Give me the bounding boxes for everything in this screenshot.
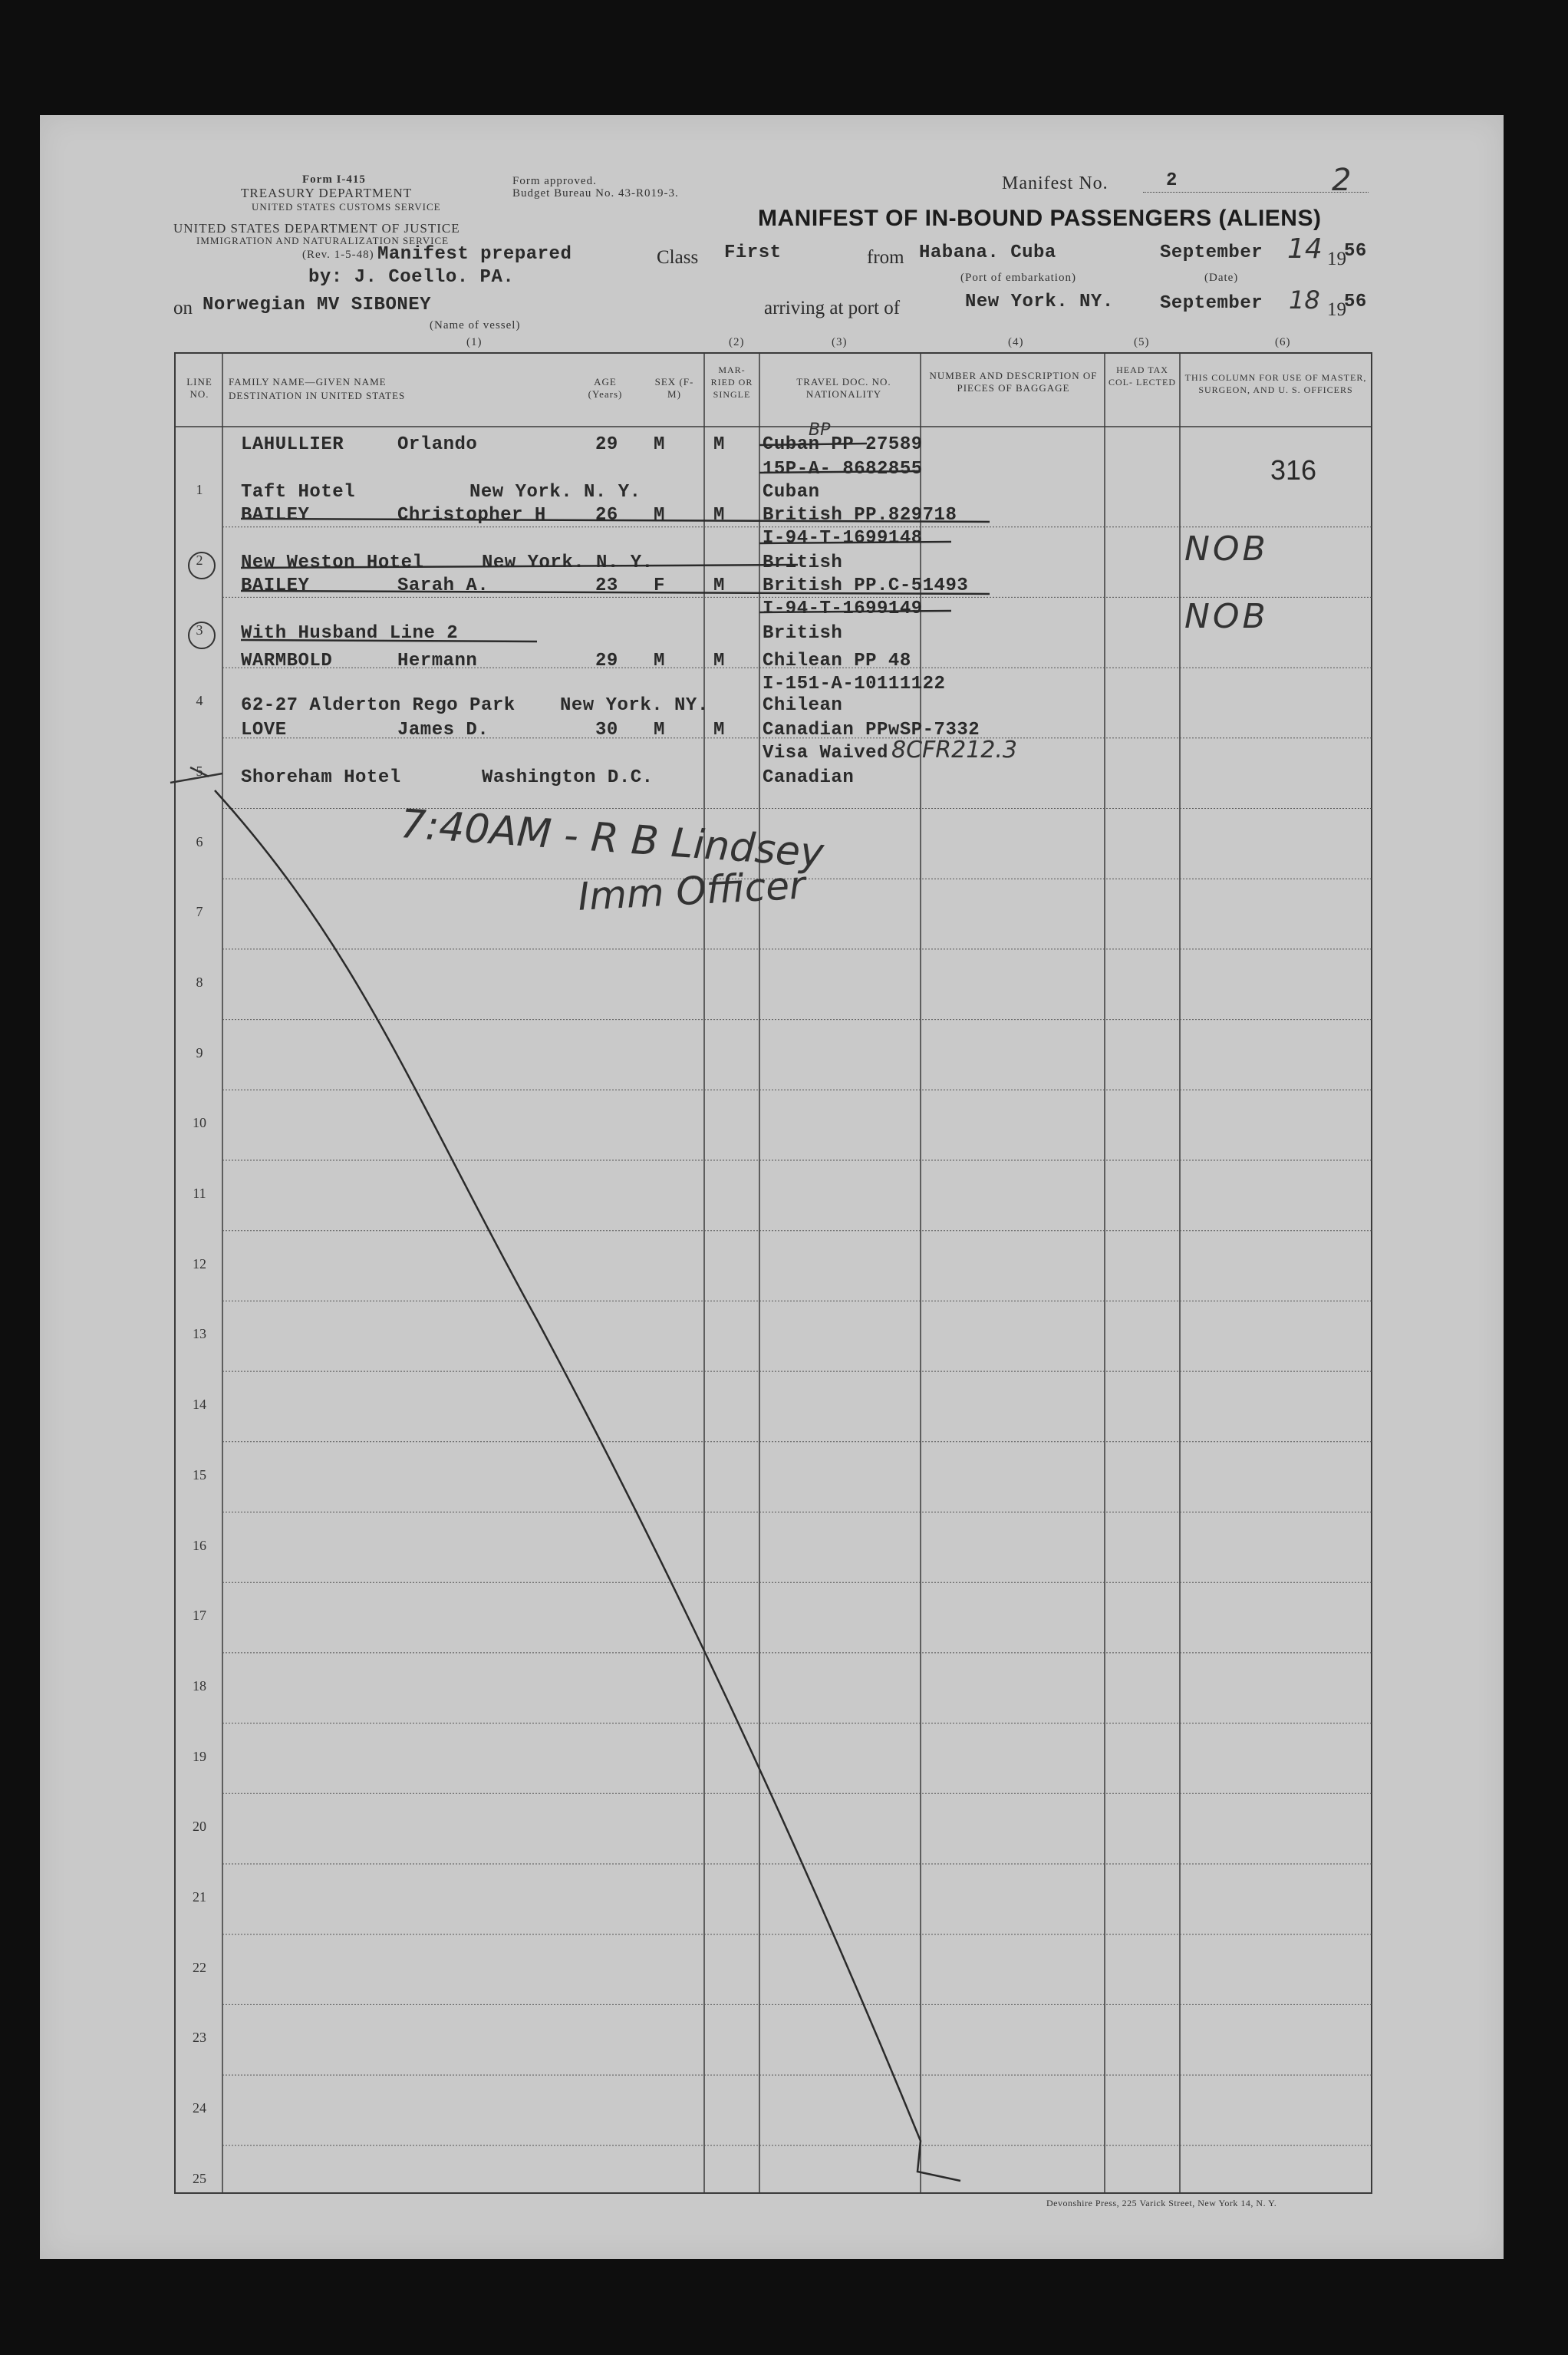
header-married: MAR- RIED OR SINGLE	[710, 364, 753, 400]
port-of-embarkation: Habana. Cuba	[919, 242, 1056, 263]
entry-4-name: WARMBOLD	[241, 651, 333, 671]
line-number: 14	[193, 1397, 206, 1413]
line-number: 20	[193, 1819, 206, 1835]
entry-2-doc1: British PP.829718	[763, 505, 957, 526]
entry-3-officer-note: NOB	[1184, 597, 1269, 636]
line-number: 15	[193, 1466, 206, 1483]
entry-5-doc2: Visa Waived	[763, 743, 888, 764]
arriving-label: arriving at port of	[764, 298, 901, 318]
departure-day-handwritten: 14	[1287, 233, 1323, 265]
line-number: 17	[193, 1608, 206, 1624]
colnum-6: (6)	[1275, 336, 1291, 348]
departure-month: September	[1160, 242, 1263, 263]
entry-5-doc2-handwritten: 8CFR212.3	[891, 737, 1018, 764]
immigration-service: IMMIGRATION AND NATURALIZATION SERVICE	[196, 235, 450, 246]
on-label: on	[173, 298, 193, 318]
form-number: Form I-415	[302, 173, 366, 186]
colnum-2: (2)	[729, 336, 745, 348]
inspection-note-time-signature: 7:40AM - R B Lindsey	[398, 801, 825, 877]
entry-2-officer-note: NOB	[1184, 529, 1269, 569]
entry-1-doc2: 15P-A- 8682855	[763, 459, 923, 480]
entry-2-destination: New Weston Hotel	[241, 552, 424, 573]
line-number: 19	[193, 1748, 206, 1764]
entry-2-dest-city: New York. N. Y.	[482, 552, 654, 573]
line-number: 13	[193, 1326, 206, 1342]
entry-2-marital: M	[713, 505, 725, 526]
entry-3-destination: With Husband Line 2	[241, 623, 459, 644]
manifest-no-typed: 2	[1166, 170, 1178, 191]
entry-1-given: Orlando	[397, 434, 478, 455]
header-head-tax: HEAD TAX COL- LECTED	[1108, 364, 1176, 388]
revision: (Rev. 1-5-48)	[302, 249, 374, 261]
manifest-title: MANIFEST OF IN-BOUND PASSENGERS (ALIENS)	[758, 206, 1322, 231]
entry-4-marital: M	[713, 651, 725, 671]
line-number: 25	[193, 2170, 206, 2186]
entry-2-age: 26	[595, 505, 618, 526]
line-number: 8	[196, 974, 203, 990]
entry-3-sex: F	[654, 576, 665, 596]
from-label: from	[867, 247, 904, 268]
arrival-month: September	[1160, 293, 1263, 314]
line-number: 22	[193, 1959, 206, 1975]
header-officers: THIS COLUMN FOR USE OF MASTER, SURGEON, AND U. S. OFFICERS	[1184, 372, 1367, 395]
entry-3-doc1: British PP.C-51493	[763, 576, 969, 596]
entry-2-sex: M	[654, 505, 665, 526]
arrival-year: 56	[1344, 292, 1367, 312]
date-caption: (Date)	[1204, 272, 1239, 284]
line-number: 7	[196, 904, 203, 920]
entry-2-doc2: I-94-T-1699148	[763, 528, 923, 549]
treasury-department: TREASURY DEPARTMENT	[241, 186, 413, 200]
printer-imprint: Devonshire Press, 225 Varick Street, New York 14, N. Y.	[1046, 2198, 1277, 2208]
colnum-1: (1)	[466, 336, 483, 348]
class-label: Class	[657, 247, 699, 268]
arrival-port: New York. NY.	[965, 292, 1114, 312]
entry-5-doc1: Canadian PPwSP-7332	[763, 720, 980, 740]
customs-service: UNITED STATES CUSTOMS SERVICE	[252, 201, 441, 213]
entry-2-nationality: British	[763, 552, 843, 573]
line-number: 6	[196, 833, 203, 849]
entry-4-sex: M	[654, 651, 665, 671]
line-number: 11	[193, 1186, 206, 1201]
entry-5-marital: M	[713, 720, 725, 740]
inspection-note-officer: Imm Officer	[577, 863, 806, 919]
entry-2-given: Christopher H	[397, 505, 546, 526]
form-approved: Form approved.	[512, 175, 597, 187]
entry-3-doc2: I-94-T-1699149	[763, 599, 923, 619]
entry-3-given: Sarah A.	[397, 576, 489, 596]
header-sex: SEX (F-M)	[654, 376, 694, 400]
justice-department: UNITED STATES DEPARTMENT OF JUSTICE	[173, 221, 460, 236]
budget-bureau: Budget Bureau No. 43-R019-3.	[512, 187, 679, 200]
entry-4-doc1: Chilean PP 48	[763, 651, 911, 671]
departure-year: 56	[1344, 241, 1367, 262]
entry-3-marital: M	[713, 576, 725, 596]
entry-4-age: 29	[595, 651, 618, 671]
manifest-no-label: Manifest No.	[1002, 173, 1108, 193]
line-number: 4	[196, 693, 203, 709]
entry-1-nationality: Cuban	[763, 482, 820, 503]
line-number: 18	[193, 1677, 206, 1694]
line-number: 9	[196, 1044, 203, 1060]
port-embarkation-caption: (Port of embarkation)	[960, 272, 1076, 284]
entry-5-sex: M	[654, 720, 665, 740]
line-number: 1	[196, 482, 203, 497]
entry-1-age: 29	[595, 434, 618, 455]
entry-5-dest-city: Washington D.C.	[482, 767, 654, 788]
prepared-by: by: J. Coello. PA.	[308, 267, 515, 288]
departure-year-19: 19	[1327, 249, 1346, 269]
header-name: FAMILY NAME—GIVEN NAME	[229, 376, 387, 388]
class-value: First	[724, 242, 782, 263]
manifest-prepared: Manifest prepared	[377, 244, 572, 265]
line-number: 23	[193, 2030, 206, 2046]
entry-1-dest-city: New York. N. Y.	[469, 482, 641, 503]
header-destination: DESTINATION IN UNITED STATES	[229, 390, 406, 401]
line-number: 5	[196, 763, 203, 779]
line-number: 2	[196, 552, 203, 568]
header-age: AGE (Years)	[588, 376, 623, 400]
entry-5-age: 30	[595, 720, 618, 740]
entry-1-destination: Taft Hotel	[241, 482, 356, 503]
line-number: 24	[193, 2100, 206, 2116]
entry-1-sex: M	[654, 434, 665, 455]
entry-5-destination: Shoreham Hotel	[241, 767, 401, 788]
manifest-no-handwritten: 2	[1332, 163, 1352, 198]
arrival-day-handwritten: 18	[1289, 285, 1320, 315]
colnum-3: (3)	[832, 336, 848, 348]
vessel-name: Norwegian MV SIBONEY	[203, 295, 432, 315]
entry-4-given: Hermann	[397, 651, 478, 671]
entry-1-officer-number: 316	[1270, 454, 1317, 486]
entry-4-destination: 62-27 Alderton Rego Park	[241, 695, 516, 716]
entry-2-name: BAILEY	[241, 505, 310, 526]
entry-1-name: LAHULLIER	[241, 434, 344, 455]
entry-1-doc1-handwritten: BP	[809, 421, 831, 440]
entry-4-nationality: Chilean	[763, 695, 843, 716]
line-number: 3	[196, 622, 203, 638]
line-number: 12	[193, 1255, 206, 1272]
header-travel-doc: TRAVEL DOC. NO. NATIONALITY	[796, 376, 891, 400]
colnum-4: (4)	[1008, 336, 1024, 348]
vessel-caption: (Name of vessel)	[430, 319, 521, 331]
entry-3-age: 23	[595, 576, 618, 596]
entry-4-dest-city: New York. NY.	[560, 695, 709, 716]
entry-3-name: BAILEY	[241, 576, 310, 596]
entry-4-doc2: I-151-A-10111122	[763, 674, 946, 694]
line-number: 10	[193, 1115, 206, 1131]
line-number: 21	[193, 1889, 206, 1905]
arrival-year-19: 19	[1327, 299, 1346, 320]
header-line-no: LINE NO.	[186, 376, 212, 400]
line-number: 16	[193, 1537, 206, 1553]
entry-5-name: LOVE	[241, 720, 287, 740]
header-baggage: NUMBER AND DESCRIPTION OF PIECES OF BAGGAGE	[929, 370, 1098, 394]
entry-1-marital: M	[713, 434, 725, 455]
entry-3-nationality: British	[763, 623, 843, 644]
entry-5-nationality: Canadian	[763, 767, 855, 788]
entry-5-given: James D.	[397, 720, 489, 740]
entry-1-doc1: Cuban PP 27589	[763, 434, 923, 455]
colnum-5: (5)	[1134, 336, 1150, 348]
